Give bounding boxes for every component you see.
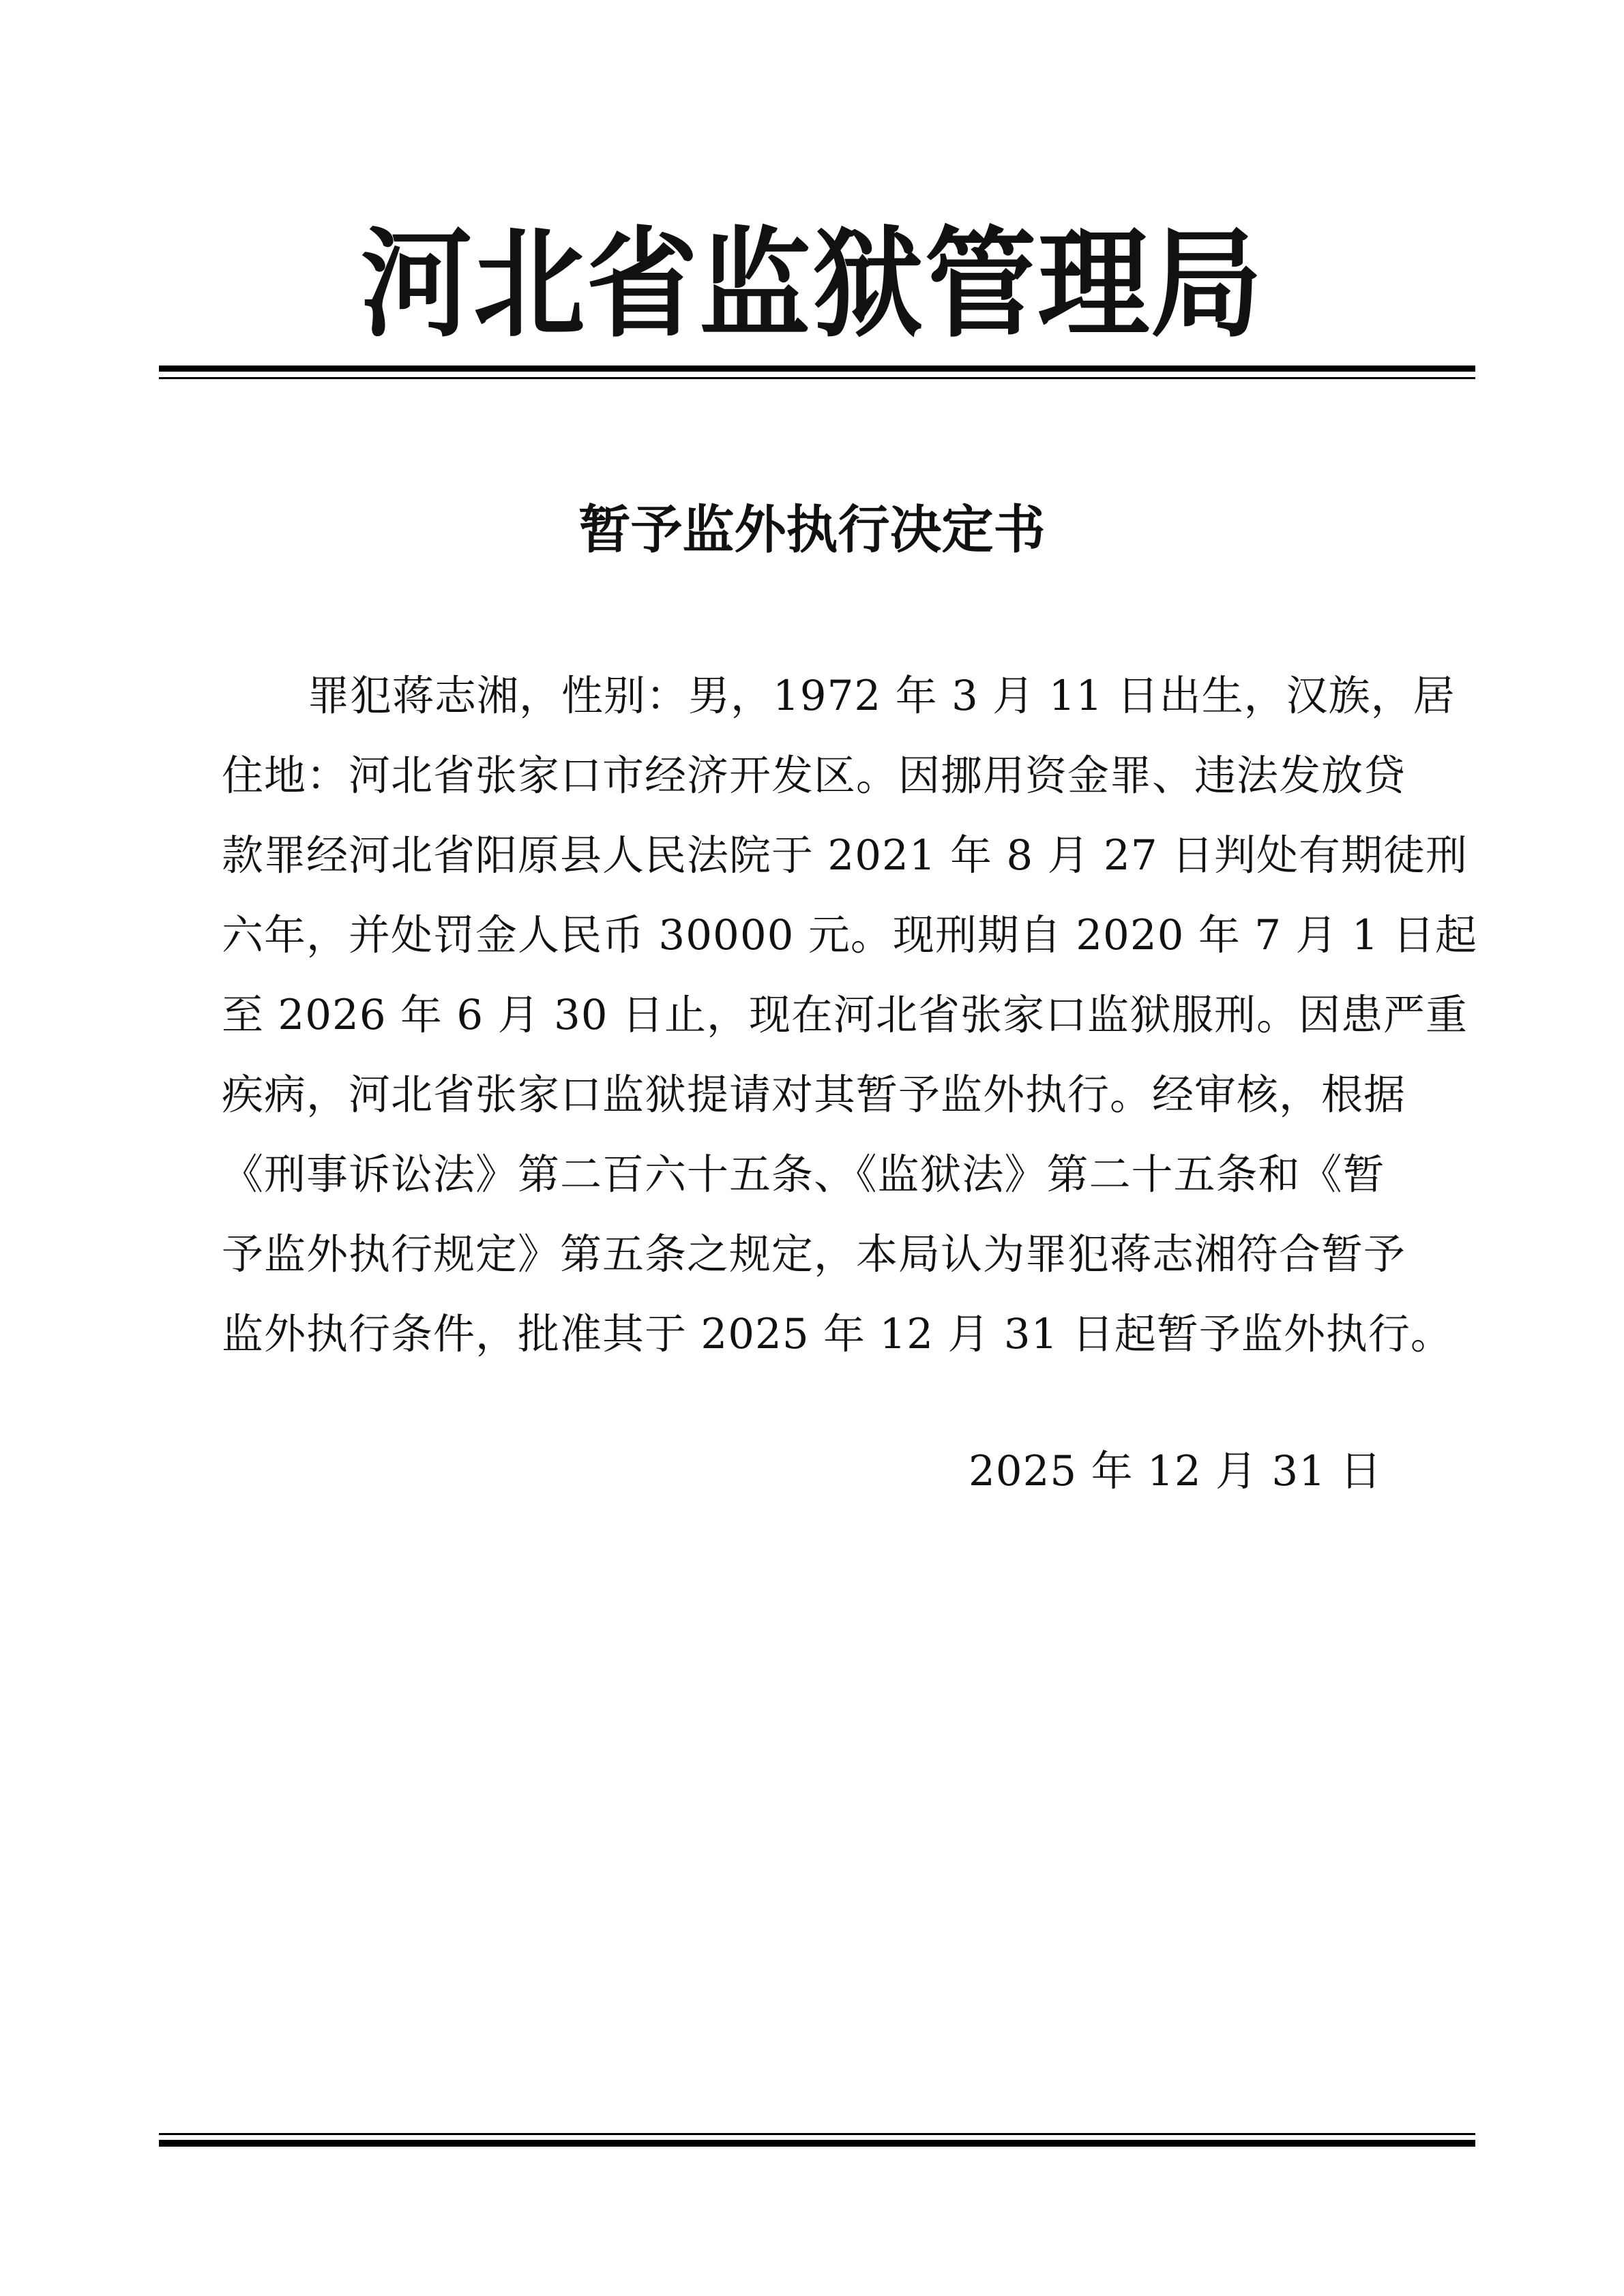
issuing-authority-header: 河北省监狱管理局 [360, 215, 1264, 354]
footer-divider-thick [159, 2140, 1475, 2147]
header-divider-thin [159, 377, 1475, 379]
header-divider-thick [159, 366, 1475, 372]
document-title: 暂予监外执行决定书 [578, 499, 1046, 560]
body-line: 《刑事诉讼法》第二百六十五条、《监狱法》第二十五条和《暂 [222, 1150, 1385, 1199]
body-line: 疾病，河北省张家口监狱提请对其暂予监外执行。经审核，根据 [222, 1071, 1406, 1119]
document-body [222, 656, 1478, 1374]
body-line: 款罪经河北省阳原县人民法院于 2021 年 8 月 27 日判处有期徒刑 [222, 831, 1468, 880]
body-line: 罪犯蒋志湘，性别：男，1972 年 3 月 11 日出生，汉族，居 [308, 672, 1456, 720]
body-line: 予监外执行规定》第五条之规定，本局认为罪犯蒋志湘符合暂予 [222, 1230, 1406, 1279]
body-line: 住地：河北省张家口市经济开发区。因挪用资金罪、违法发放贷 [222, 751, 1406, 800]
body-line: 监外执行条件，批准其于 2025 年 12 月 31 日起暂予监外执行。 [222, 1310, 1453, 1358]
body-line: 至 2026 年 6 月 30 日止，现在河北省张家口监狱服刑。因患严重 [222, 991, 1468, 1039]
document-date: 2025 年 12 月 31 日 [969, 1447, 1383, 1495]
footer-divider-thin [159, 2133, 1475, 2135]
body-line: 六年，并处罚金人民币 30000 元。现刑期自 2020 年 7 月 1 日起 [222, 911, 1478, 959]
